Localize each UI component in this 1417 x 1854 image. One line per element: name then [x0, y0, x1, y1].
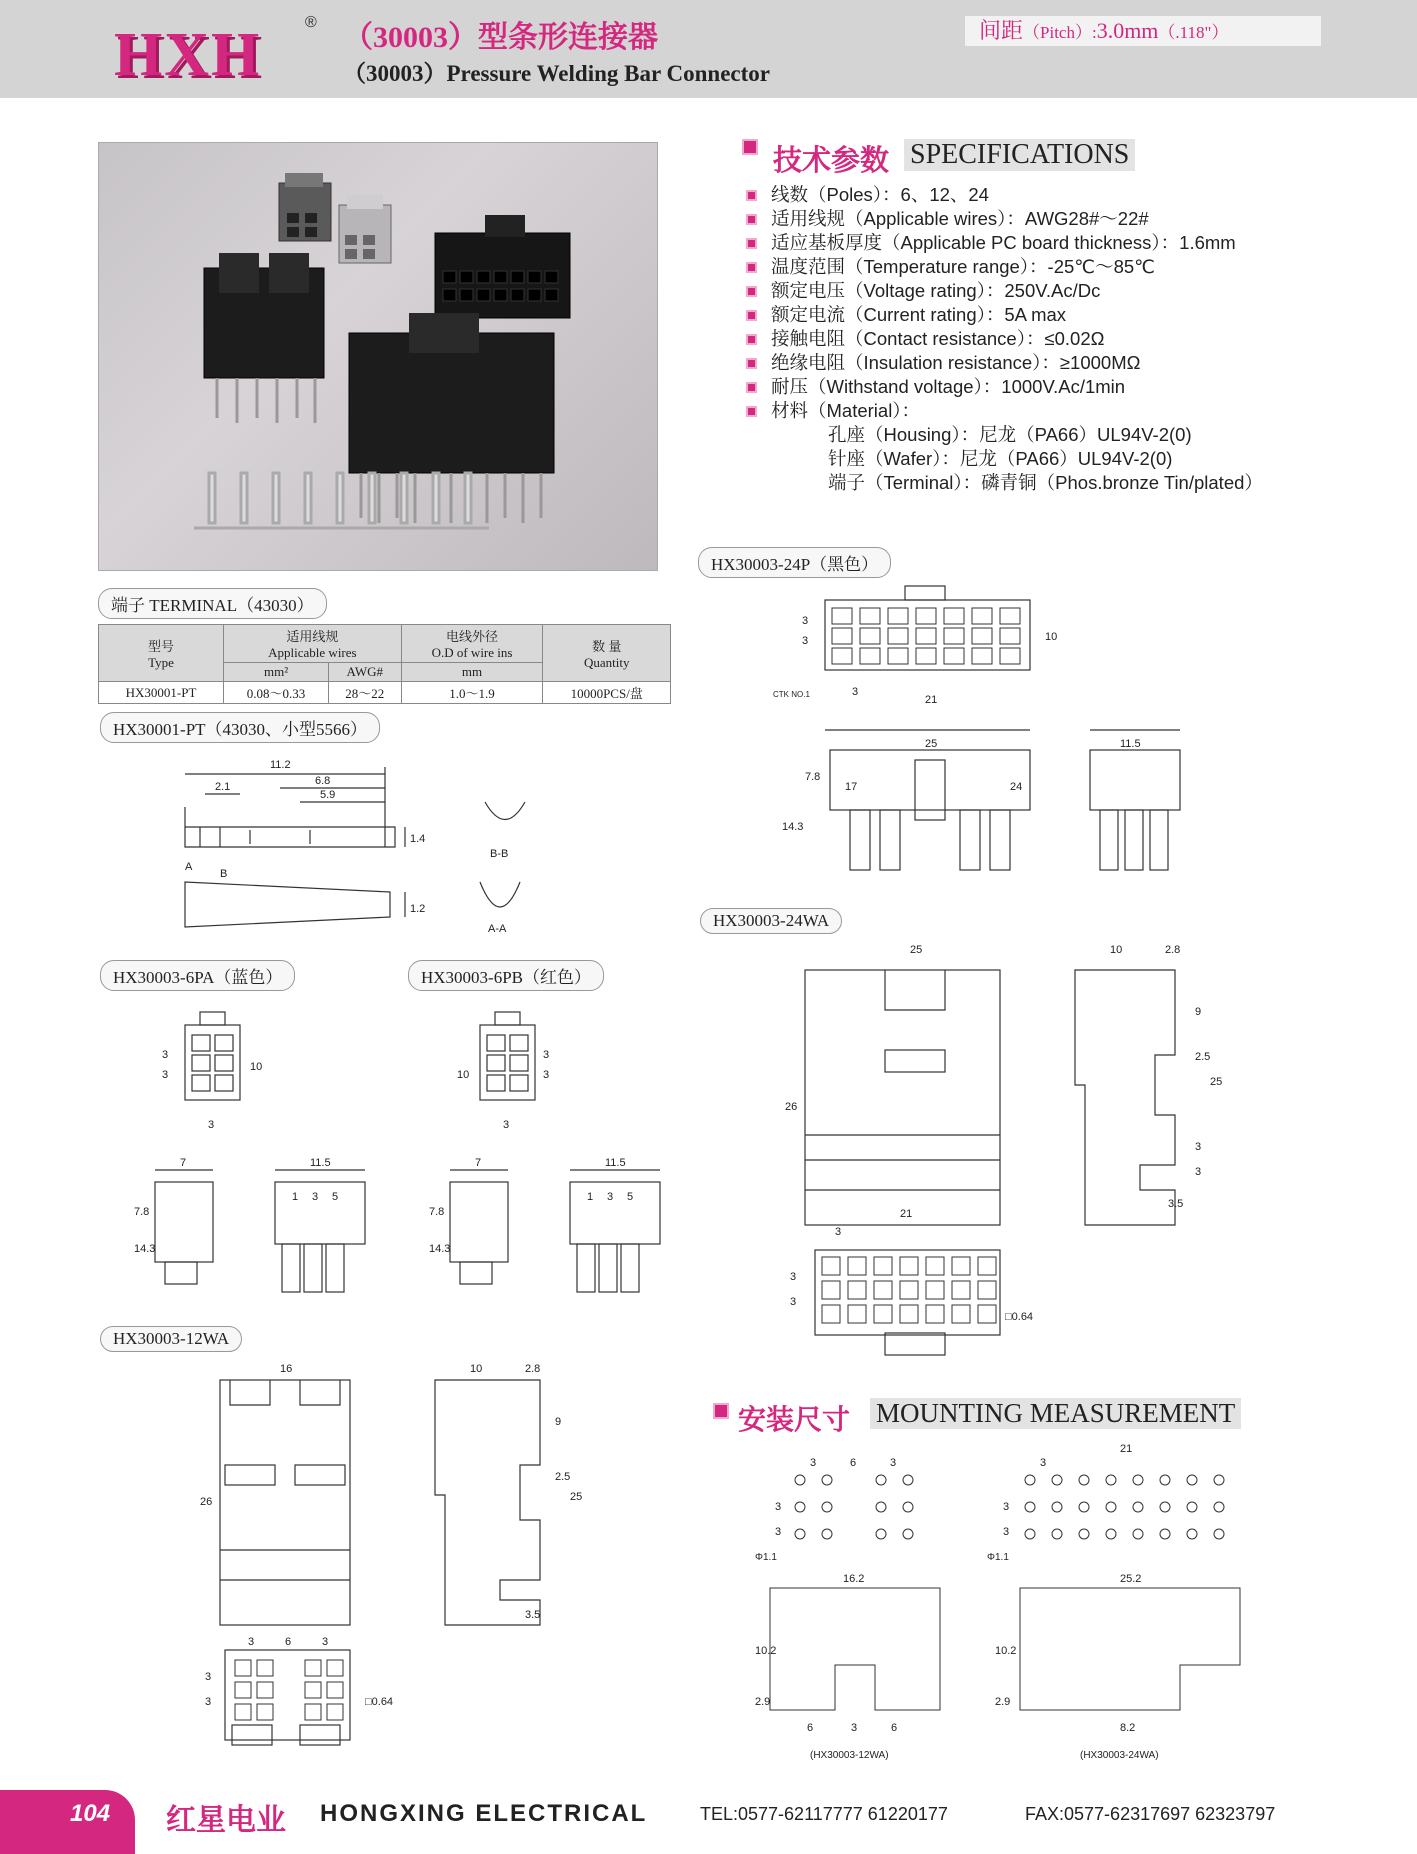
spec-heading-marker	[742, 138, 758, 156]
spec-item: 耐压（Withstand voltage）：1000V.Ac/1min	[746, 375, 1396, 399]
terminal-table	[98, 624, 671, 704]
dim-text: A	[185, 861, 193, 873]
dim-text: 17	[845, 781, 858, 793]
spec-item: 温度范围（Temperature range）：-25℃～85℃	[746, 255, 1396, 279]
dim-text: 3	[543, 1069, 550, 1081]
material-item: 针座（Wafer）：尼龙（PA66）UL94V-2(0)	[828, 448, 1173, 469]
mounting-drawings	[745, 1440, 1265, 1770]
spec-item: 额定电流（Current rating）：5A max	[746, 303, 1396, 327]
spec-item: 接触电阻（Contact resistance）：≤0.02Ω	[746, 327, 1396, 351]
spec-item: 线数（Poles）：6、12、24	[746, 183, 1396, 207]
drawing-24p	[770, 580, 1220, 900]
th-od: 电线外径 O.D of wire ins	[401, 625, 543, 663]
dim-text: 7.8	[805, 771, 821, 783]
title-cn: （30003）型条形连接器	[343, 21, 658, 54]
dim-text: 2.1	[215, 781, 231, 793]
dim-text: 3	[205, 1671, 212, 1683]
dim-text: 8.2	[1120, 1722, 1136, 1734]
spec-list	[746, 183, 1396, 495]
dim-text: 6	[891, 1722, 898, 1734]
th-od-unit: mm	[401, 663, 543, 682]
dim-text: 3	[802, 615, 809, 627]
label-24wa: HX30003-24WA	[700, 908, 842, 934]
connector-6pin-light	[339, 195, 391, 263]
dim-text: 3	[322, 1636, 329, 1648]
material-item: 孔座（Housing）：尼龙（PA66）UL94V-2(0)	[828, 424, 1192, 445]
dim-text: 14.3	[134, 1243, 156, 1255]
pitch-cn: 间距	[979, 18, 1024, 43]
dim-text: 10	[470, 1363, 483, 1375]
dim-text: 7.8	[429, 1206, 445, 1218]
pitch-value: 3.0mm	[1096, 18, 1159, 43]
mount-heading-marker	[713, 1402, 729, 1420]
mount-caption-24: (HX30003-24WA)	[1080, 1750, 1159, 1761]
dim-text: 3	[851, 1722, 858, 1734]
dim-text: 3	[503, 1119, 510, 1131]
pitch-inch: （.118"）	[1158, 23, 1229, 42]
dim-text: 21	[925, 694, 938, 706]
dim-text: 7	[180, 1157, 187, 1169]
dim-text: 3	[205, 1696, 212, 1708]
dim-text: 3.5	[525, 1609, 541, 1621]
dim-text: 10.2	[755, 1645, 777, 1657]
dim-text: 11.5	[1120, 738, 1141, 750]
dim-text: 16.2	[843, 1573, 865, 1585]
dim-text: 3	[775, 1501, 782, 1513]
drawing-12wa	[160, 1360, 620, 1760]
telephone: TEL:0577-62117777 61220177	[700, 1804, 948, 1824]
connector-24pin-housing	[435, 215, 570, 318]
dim-text: 2.9	[755, 1696, 771, 1708]
spec-heading-cn: 技术参数	[773, 145, 890, 177]
th-awg: AWG#	[328, 663, 401, 682]
dim-text: 11.5	[310, 1157, 331, 1169]
drawing-24wa	[770, 935, 1240, 1375]
dim-text: 21	[1120, 1443, 1133, 1455]
dim-text: 14.3	[429, 1243, 451, 1255]
dim-text: 2.8	[525, 1363, 541, 1375]
dim-text: 25	[925, 738, 938, 750]
dim-text: CTK NO.1	[773, 690, 810, 699]
th-qty: 数 量 Quantity	[543, 625, 671, 682]
registered-mark: ®	[305, 14, 317, 31]
th-type: 型号 Type	[99, 625, 224, 682]
label-6pb: HX30003-6PB（红色）	[408, 960, 604, 991]
dim-text: 3	[852, 686, 859, 698]
product-photo	[98, 142, 658, 571]
dim-text: 2.5	[1195, 1051, 1211, 1063]
terminal-strip	[194, 473, 489, 528]
dim-text: 24	[1010, 781, 1023, 793]
spec-item: 材料（Material）：	[746, 399, 1396, 423]
dim-text: 2.9	[995, 1696, 1011, 1708]
fax: FAX:0577-62317697 62323797	[1025, 1804, 1276, 1824]
spec-item: 适用线规（Applicable wires）：AWG28#～22#	[746, 207, 1396, 231]
dim-text: 10	[250, 1061, 263, 1073]
dim-text: B-B	[490, 848, 509, 860]
dim-text: 3	[1003, 1501, 1010, 1513]
label-12wa: HX30003-12WA	[100, 1326, 242, 1352]
dim-text: 7	[475, 1157, 482, 1169]
dim-text: 3	[802, 635, 809, 647]
dim-text: 3	[790, 1296, 797, 1308]
th-mm: mm²	[224, 663, 329, 682]
drawing-6pa	[130, 1000, 420, 1300]
dim-text: 3.5	[1168, 1198, 1184, 1210]
mount-heading-en: MOUNTING MEASUREMENT	[870, 1398, 1241, 1429]
spec-item: 适应基板厚度（Applicable PC board thickness）：1.6mm	[746, 231, 1396, 255]
label-pt: HX30001-PT（43030、小型5566）	[100, 712, 380, 743]
terminal-drawing	[160, 752, 560, 952]
dim-text: 10	[1110, 944, 1123, 956]
dim-text: 3	[162, 1049, 169, 1061]
dim-text: 3	[835, 1226, 842, 1238]
dim-text: 5	[332, 1191, 339, 1203]
company-name-cn: 红星电业	[166, 1804, 286, 1837]
dim-text: 2.8	[1165, 944, 1181, 956]
dim-text: 3	[208, 1119, 215, 1131]
dim-text: 7.8	[134, 1206, 150, 1218]
label-6pa: HX30003-6PA（蓝色）	[100, 960, 295, 991]
dim-text: 3	[162, 1069, 169, 1081]
drawing-6pb	[425, 1000, 715, 1300]
page-number: 104	[70, 1800, 111, 1827]
label-24p: HX30003-24P（黑色）	[698, 547, 891, 578]
company-name-en: HONGXING ELECTRICAL	[320, 1800, 648, 1827]
pitch-en: （Pitch）:	[1023, 23, 1097, 42]
material-item: 端子（Terminal）：磷青铜（Phos.bronze Tin/plated）	[828, 472, 1263, 493]
mount-heading-cn: 安装尺寸	[738, 1404, 851, 1435]
th-wires: 适用线规 Applicable wires	[224, 625, 402, 663]
dim-text: 3	[1003, 1526, 1010, 1538]
page-number-tab	[0, 1790, 135, 1854]
dim-text: 25.2	[1120, 1573, 1142, 1585]
product-photo-illustration	[99, 143, 657, 570]
dim-text: Φ1.1	[987, 1552, 1009, 1563]
dim-text: 2.5	[555, 1471, 571, 1483]
dim-text: 6.8	[315, 775, 331, 787]
dim-text: 10.2	[995, 1645, 1017, 1657]
logo: HXH	[114, 21, 262, 89]
dim-text: 3	[810, 1457, 817, 1469]
table-row: HX30001-PT 0.08～0.33 28～22 1.0～1.9 10000PCS/盘	[99, 682, 671, 704]
dim-text: 6	[850, 1457, 857, 1469]
spec-item: 额定电压（Voltage rating）：250V.Ac/Dc	[746, 279, 1396, 303]
dim-text: 14.3	[782, 821, 804, 833]
dim-text: 25	[570, 1491, 583, 1503]
dim-text: 3	[1195, 1166, 1202, 1178]
dim-text: 1	[292, 1191, 299, 1203]
dim-text: 1	[587, 1191, 594, 1203]
dim-text: 11.5	[605, 1157, 626, 1169]
dim-text: 11.2	[270, 759, 291, 771]
dim-text: 26	[785, 1101, 798, 1113]
dim-text: B	[220, 868, 228, 880]
dim-text: 5.9	[320, 789, 336, 801]
dim-text: 3	[248, 1636, 255, 1648]
dim-text: 5	[627, 1191, 634, 1203]
dim-text: 3	[312, 1191, 319, 1203]
dim-text: 16	[280, 1363, 293, 1375]
terminal-label: 端子 TERMINAL（43030）	[98, 588, 327, 619]
mount-caption-12: (HX30003-12WA)	[810, 1750, 889, 1761]
dim-text: 21	[900, 1208, 913, 1220]
dim-text: 10	[1045, 631, 1058, 643]
dim-text: 6	[285, 1636, 292, 1648]
dim-text: □0.64	[1005, 1311, 1034, 1323]
dim-text: 3	[607, 1191, 614, 1203]
dim-text: A-A	[488, 923, 507, 935]
dim-text: 1.2	[410, 903, 426, 915]
dim-text: 3	[790, 1271, 797, 1283]
connector-12pin-wafer	[204, 253, 324, 423]
dim-text: 25	[910, 944, 923, 956]
dim-text: 26	[200, 1496, 213, 1508]
title-en: （30003）Pressure Welding Bar Connector	[343, 61, 770, 86]
dim-text: 25	[1210, 1076, 1223, 1088]
connector-24pin-wafer	[349, 313, 554, 523]
dim-text: 3	[1195, 1141, 1202, 1153]
spec-heading-en: SPECIFICATIONS	[904, 139, 1135, 171]
dim-text: 3	[1040, 1457, 1047, 1469]
pitch-box	[965, 16, 1321, 46]
dim-text: 9	[1195, 1006, 1202, 1018]
spec-item: 绝缘电阻（Insulation resistance）：≥1000MΩ	[746, 351, 1396, 375]
dim-text: 6	[807, 1722, 814, 1734]
dim-text: 10	[457, 1069, 470, 1081]
dim-text: 3	[543, 1049, 550, 1061]
dim-text: 9	[555, 1416, 562, 1428]
dim-text: 3	[775, 1526, 782, 1538]
dim-text: □0.64	[365, 1696, 394, 1708]
dim-text: Φ1.1	[755, 1552, 777, 1563]
dim-text: 3	[890, 1457, 897, 1469]
connector-6pin-dark	[279, 173, 331, 241]
dim-text: 1.4	[410, 833, 426, 845]
